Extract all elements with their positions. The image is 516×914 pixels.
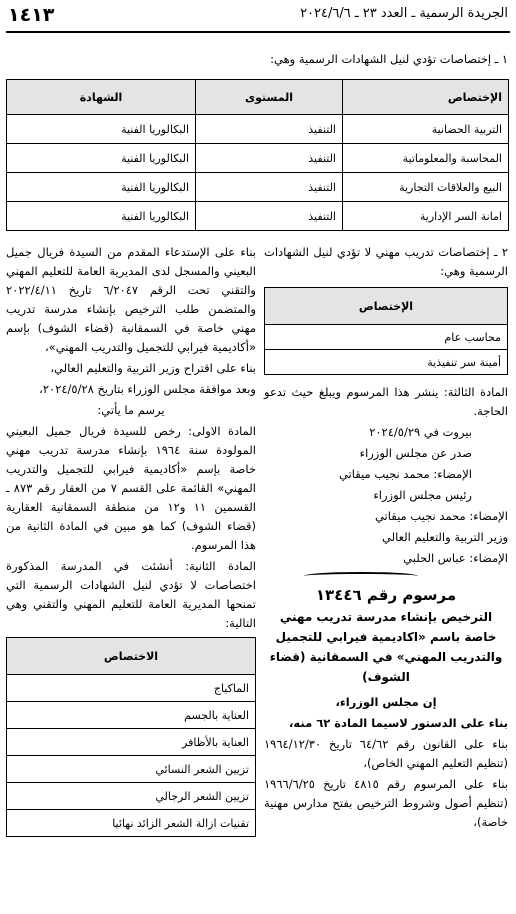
page-number: ١٤١٣	[8, 4, 55, 26]
pm-title: رئيس مجلس الوزراء	[373, 488, 472, 502]
decree-reference: بناء على المرسوم رقم ٤٨١٥ تاريخ ١٩٦٦/٦/٢٥ (تنظيم أصول وشروط الترخيص بفتح مدارس مهنية خاصة)،	[264, 777, 508, 829]
table-row: العناية بالأظافر	[7, 729, 256, 756]
col-header-specialty: الإختصاص	[343, 80, 509, 115]
paragraph-approval: وبعد موافقة مجلس الوزراء بتاريخ ٢٠٢٤/٥/٢٨،	[39, 382, 256, 396]
cell-certificate: البكالوريا الفنية	[7, 202, 196, 231]
paragraph-decree: يرسم ما يأتي:	[97, 403, 165, 417]
cell-specialty: امانة السر الإدارية	[343, 202, 509, 231]
council-line: إن مجلس الوزراء،	[335, 695, 437, 709]
signature-pm-1: الإمضاء: محمد نجيب ميقاتي	[338, 467, 472, 481]
minister-title: وزير التربية والتعليم العالي	[381, 530, 508, 544]
table-row: العناية بالجسم	[7, 702, 256, 729]
col-header-specialty: الاختصاص	[7, 638, 256, 675]
place-date: بيروت في ٢٠٢٤/٥/٢٩	[369, 425, 472, 439]
cell-certificate: البكالوريا الفنية	[7, 173, 196, 202]
col-header-specialty: الإختصاص	[265, 288, 508, 325]
decree-title: الترخيص بإنشاء مدرسة تدريب مهني خاصة باسم «اكاديمية فيرابي للتجميل والتدريب المهني» في السمقانية (قضاء الشوف)	[269, 610, 503, 684]
cell-level: التنفيذ	[196, 144, 343, 173]
specialties-table	[6, 79, 509, 231]
table-header-row	[7, 80, 509, 115]
table-row: محاسب عام	[265, 325, 508, 350]
gazette-title: الجريدة الرسمية ـ العدد ٢٣ ـ ٢٠٢٤/٦/٦	[300, 6, 508, 21]
cell-specialty: البيع والعلاقات التجارية	[343, 173, 509, 202]
article-1: المادة الاولى: رخص للسيدة فريال جميل البعيني المولودة سنة ١٩٦٤ بإنشاء مدرسة تدريب مهني خاصة بإسم «أكاديمية فيرابي للتجميل والتدريب المهني» القائمة على القسم ٧ من العقار رقم ٨٧٣ ـ القسمين ١١ و١٢ من منطقة السمقانية العقارية (قضاء الشوف) كما هو مبين في المادة الثانية من هذا المرسوم.	[6, 424, 257, 552]
non-certificate-table	[264, 287, 508, 375]
header-rule	[6, 31, 510, 33]
issued-by: صدر عن مجلس الوزراء	[359, 446, 472, 460]
paragraph-proposal: بناء على اقتراح وزير التربية والتعليم العالي،	[50, 361, 256, 375]
table-row: الماكياج	[7, 675, 256, 702]
col-header-certificate: الشهادة	[7, 80, 196, 115]
cell-specialty: المحاسبة والمعلوماتية	[343, 144, 509, 173]
left-column	[6, 243, 256, 837]
section-separator	[304, 572, 418, 580]
article-2: المادة الثانية: أنشئت في المدرسة المذكورة اختصاصات لا تؤدي لنيل الشهادات الرسمية التي تمنحها المديرية العامة للتعليم المهني والتقني وهي التالية:	[6, 559, 256, 630]
constitution-line: بناء على الدستور لاسيما المادة ٦٢ منه،	[289, 716, 508, 730]
table-row	[7, 115, 509, 144]
table-row	[7, 144, 509, 173]
cell-level: التنفيذ	[196, 115, 343, 144]
table-row: تزيين الشعر الرجالي	[7, 783, 256, 810]
table-row: تزيين الشعر النسائي	[7, 756, 256, 783]
table-row	[7, 202, 509, 231]
signature-minister: الإمضاء: عباس الحلبي	[403, 551, 508, 565]
signature-pm-2: الإمضاء: محمد نجيب ميقاتي	[374, 509, 508, 523]
section2-intro: ٢ ـ إختصاصات تدريب مهني لا تؤدي لنيل الشهادات الرسمية وهي:	[264, 245, 508, 278]
right-column	[264, 243, 508, 834]
law-reference: بناء على القانون رقم ٦٤/٦٢ تاريخ ١٩٦٤/١٢/٣٠ (تنظيم التعليم المهني الخاص)،	[264, 737, 508, 770]
col-header-level: المستوى	[196, 80, 343, 115]
article-3: المادة الثالثة: ينشر هذا المرسوم ويبلغ حيث تدعو الحاجة.	[264, 385, 508, 418]
school-specialties-table	[6, 637, 256, 837]
table-row: أمينة سر تنفيذية	[265, 350, 508, 375]
cell-certificate: البكالوريا الفنية	[7, 144, 196, 173]
cell-level: التنفيذ	[196, 202, 343, 231]
paragraph-request: بناء على الإستدعاء المقدم من السيدة فريال جميل البعيني والمسجل لدى المديرية العامة للتعليم المهني والتقني تحت الرقم ٦/٢٠٤٧ تاريخ ٢٠٢٢/٤/١١ والمتضمن طلب الترخيص بإنشاء مدرسة تدريب مهني خاصة في السمقانية (قضاء الشوف) بإسم «أكاديمية فيرابي للتجميل والتدريب المهني»،	[6, 245, 256, 354]
section1-intro: ١ ـ إختصاصات تؤدي لنيل الشهادات الرسمية وهي:	[270, 52, 508, 66]
cell-certificate: البكالوريا الفنية	[7, 115, 196, 144]
decree-number: مرسوم رقم ١٣٤٤٦	[315, 586, 457, 604]
cell-level: التنفيذ	[196, 173, 343, 202]
table-row: تقنيات ازالة الشعر الزائد نهائيا	[7, 810, 256, 837]
cell-specialty: التربية الحضانية	[343, 115, 509, 144]
page-header	[8, 4, 508, 30]
table-row	[7, 173, 509, 202]
